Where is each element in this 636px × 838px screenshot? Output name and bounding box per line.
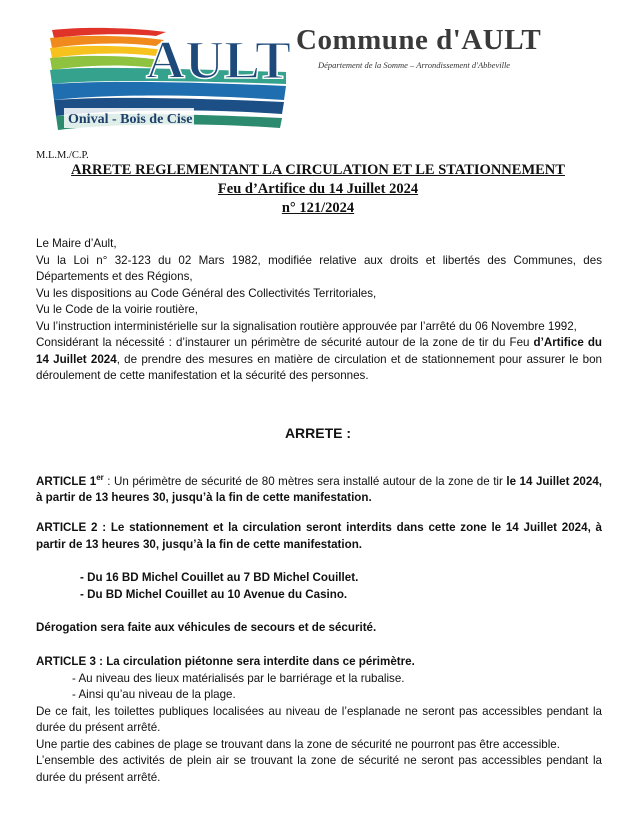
considerant: Considérant la nécessité : d’instaurer un périmètre de sécurité autour de la zone de tir du Feu d’Artifice du 14 Juillet 2024, de prendre des mesures en matière de circulation et de stationnement pour assurer le bon déroulement de cette manifestation et la sécurité des personnes.: [36, 336, 602, 382]
street-list: [36, 570, 602, 603]
arrete-heading: ARRETE :: [284, 425, 352, 441]
article-3-heading: ARTICLE 3 : La circulation piétonne sera interdite dans ce périmètre.: [36, 655, 415, 668]
article-3-cabines: Une partie des cabines de plage se trouvant dans la zone de sécurité ne pourront pas être accessible.: [36, 737, 560, 751]
title-line-2: Feu d’Artifice du 14 Juillet 2024: [217, 181, 419, 197]
logo-text: AULT: [146, 30, 291, 90]
article-3-toilettes: De ce fait, les toilettes publiques localisées au niveau de l’esplanade ne seront pas accessibles pendant la durée du présent arrêté.: [36, 704, 602, 734]
commune-title: Commune d'AULT: [296, 24, 542, 56]
list-item: - Au niveau des lieux matérialisés par le barriérage et la rubalise.: [72, 671, 405, 685]
arrete-number: n° 121/2024: [281, 200, 355, 216]
list-item: - Du 16 BD Michel Couillet au 7 BD Michel Couillet.: [80, 571, 359, 584]
department-line: Département de la Somme – Arrondissement d'Abbeville: [318, 60, 511, 70]
article-2: ARTICLE 2 : Le stationnement et la circulation seront interdits dans cette zone le 14 Juillet 2024, à partir de 13 heures 30, jusqu’à la fin de cette manifestation.: [36, 521, 602, 551]
maire-line: Le Maire d’Ault,: [36, 237, 117, 250]
list-item: - Ainsi qu’au niveau de la plage.: [72, 688, 236, 701]
ault-logo: [46, 22, 291, 137]
list-item: - Du BD Michel Couillet au 10 Avenue du Casino.: [80, 587, 348, 601]
derogation: Dérogation sera faite aux véhicules de secours et de sécurité.: [36, 621, 377, 634]
vu-code-collectivites: Vu les dispositions au Code Général des Collectivités Territoriales,: [36, 286, 377, 300]
reference-initials: M.L.M./C.P.: [36, 150, 89, 161]
article-1: ARTICLE 1er : Un périmètre de sécurité de 80 mètres sera installé autour de la zone de tir le 14 Juillet 2024, à partir de 13 heures 30, jusqu’à la fin de cette manifestation.: [36, 473, 602, 505]
preamble: [36, 236, 602, 385]
article-3: [36, 654, 602, 786]
document-title: [30, 162, 606, 179]
vu-code-voirie: Vu le Code de la voirie routière,: [36, 303, 198, 316]
article-3-activites: L’ensemble des activités de plein air se trouvant la zone de sécurité ne seront pas accessibles pendant la durée du présent arrêté.: [36, 754, 602, 784]
vu-instruction: Vu l’instruction interministérielle sur la signalisation routière approuvée par l’arrêté du 06 Novembre 1992,: [36, 319, 577, 333]
vu-loi: Vu la Loi n° 32-123 du 02 Mars 1982, modifiée relative aux droits et libertés des Communes, des Départements et des Régions,: [36, 253, 602, 283]
logo-subtitle: Onival - Bois de Cise: [68, 112, 193, 127]
title-line-1: ARRETE REGLEMENTANT LA CIRCULATION ET LE STATIONNEMENT: [71, 162, 565, 178]
